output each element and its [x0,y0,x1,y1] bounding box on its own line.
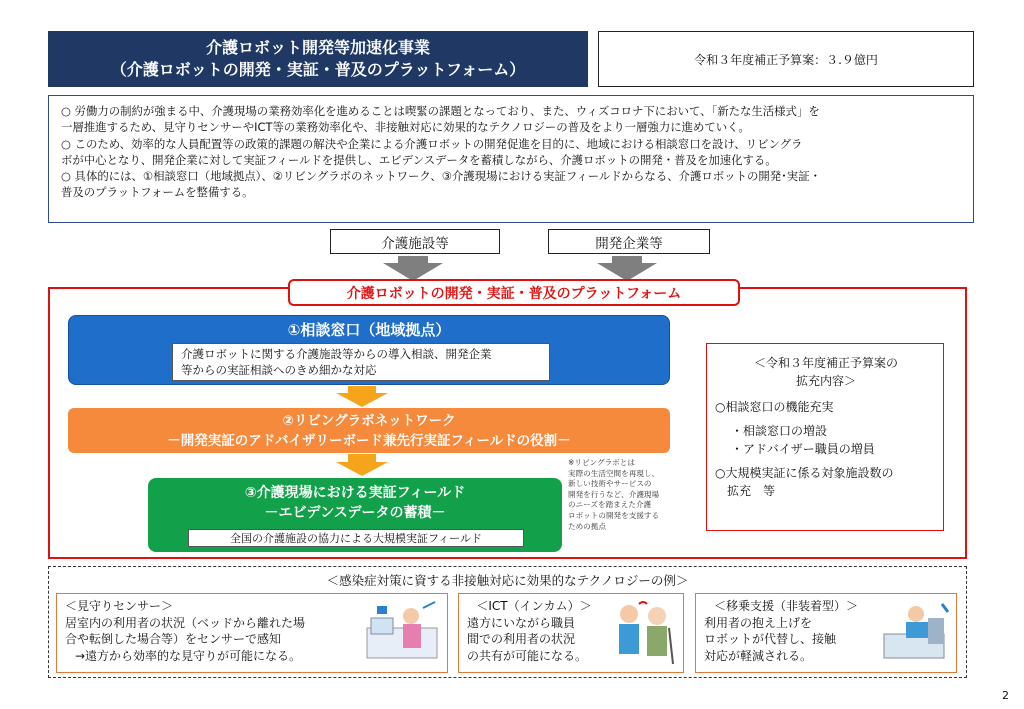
note-line: ロボットの開発を支援する [568,510,660,520]
expansion-item: 拡充 等 [715,484,776,498]
expansion-heading: ＜令和３年度補正予算案の [753,356,898,370]
example-line: 遠方にいながら職員 [467,615,576,630]
example-heading: ＜ICT（インカム）＞ [476,599,592,613]
examples-title: ＜感染症対策に資する非接触対応に効果的なテクノロジーの例＞ [326,573,689,588]
platform-title-text: 介護ロボットの開発・実証・普及のプラットフォーム [346,285,682,302]
example-ict-intercom [458,593,684,673]
note-line: のニーズを踏まえた介護 [568,500,652,510]
living-lab-note [568,458,686,532]
example-text [459,598,609,664]
expansion-subitem: ・相談窓口の増設 [731,424,828,438]
budget-text: 令和３年度補正予算案：３.９億円 [694,52,878,67]
summary-line: ボが中心となり、開発企業に対して実証フィールドを提供し、エビデンスデータを蓄積しながら、介護ロボットの開発・普及を加速化する。 [61,152,777,167]
example-line: 居室内の利用者の状況（ベッドから離れた場 [65,615,306,630]
field-trial-title: ③介護現場における実証フィールド [244,485,466,501]
title-banner [48,31,588,87]
summary-line: ○ このため、効率的な人員配置等の政策的課題の解決や企業による介護ロボットの開発促進を目的に、地域における相談窓口を設け、リビングラ [61,136,803,151]
consultation-window-title: ①相談窓口（地域拠点） [287,321,451,339]
example-text [696,598,876,664]
example-line: 対応が軽減される。 [704,648,813,663]
title-line-2: （介護ロボットの開発・実証・普及のプラットフォーム） [110,60,526,79]
expansion-item: ○大規模実証に係る対象施設数の [715,466,894,480]
consultation-window-desc [172,343,550,381]
example-monitoring-sensor [56,593,448,673]
example-heading: ＜移乗支援（非装着型）＞ [713,599,858,613]
note-line: 開発を行うなど、介護現場 [568,489,660,499]
example-transfer-support [695,593,957,673]
summary-line: ○ 具体的には、①相談窓口（地域拠点）、②リビングラボのネットワーク、③介護現場における実証フィールドからなる、介護ロボットの開発･実証・ [61,169,821,184]
title-line-1: 介護ロボット開発等加速化事業 [205,38,430,57]
developers-label: 開発企業等 [595,235,663,252]
example-line: →遠方から効率的な見守りが可能になる。 [75,648,302,663]
summary-line: 普及のプラットフォームを整備する。 [61,185,254,200]
example-line: ロボットが代替し、接触 [704,632,837,646]
down-arrow-icon [336,462,388,476]
platform-title [288,279,740,306]
monitoring-illustration-icon [363,598,443,670]
care-facilities-label: 介護施設等 [381,235,449,252]
field-trial-subtitle: －エビデンスデータの蓄積－ [264,505,446,521]
example-line: 合や転倒した場合等）をセンサーで感知 [65,632,282,646]
summary-line: 一層推進するため、見守りセンサーやICT等の業務効率化や、非接触対応に効果的なテクノロジーの普及をより一層強力に進めていく。 [61,120,750,135]
budget-expansion-box [706,343,944,531]
field-trial-desc [188,529,524,547]
field-trial-desc-text: 全国の介護施設の協力による大規模実証フィールド [230,532,482,545]
living-lab-subtitle: －開発実証のアドバイザリーボード兼先行実証フィールドの役割－ [167,432,571,449]
note-line: ための拠点 [568,521,606,531]
note-line: 新しい技術やサービスの [568,479,652,489]
example-heading: ＜見守りセンサー＞ [65,599,174,613]
page-number: 2 [1002,689,1009,702]
living-lab-title: ②リビングラボネットワーク [282,412,456,429]
note-line: ※リビングラボとは [568,458,635,467]
living-lab-network-box [68,408,670,453]
transfer-robot-illustration-icon [876,598,952,670]
example-line: の共有が可能になる。 [467,648,588,663]
example-line: 利用者の抱え上げを [704,615,813,630]
example-line: 間での利用者の状況 [467,632,576,646]
care-facilities-box [330,229,500,254]
developers-box [548,229,710,254]
expansion-item: ○相談窓口の機能充実 [715,400,834,414]
note-line: 実際の生活空間を再現し、 [568,468,660,478]
intercom-illustration-icon [609,598,679,670]
example-text [57,598,357,664]
summary-box [48,95,974,223]
desc-line: 等からの実証相談へのきめ細かな対応 [181,363,377,377]
summary-line: ○ 労働力の制約が強まる中、介護現場の業務効率化を進めることは喫緊の課題となっており、また、ウィズコロナ下において、「新たな生活様式」を [61,104,820,118]
expansion-subitem: ・アドバイザー職員の増員 [731,442,875,456]
expansion-heading: 拡充内容＞ [795,374,856,388]
desc-line: 介護ロボットに関する介護施設等からの導入相談、開発企業 [181,347,492,361]
budget-box [598,31,974,87]
down-arrow-icon [336,393,388,407]
